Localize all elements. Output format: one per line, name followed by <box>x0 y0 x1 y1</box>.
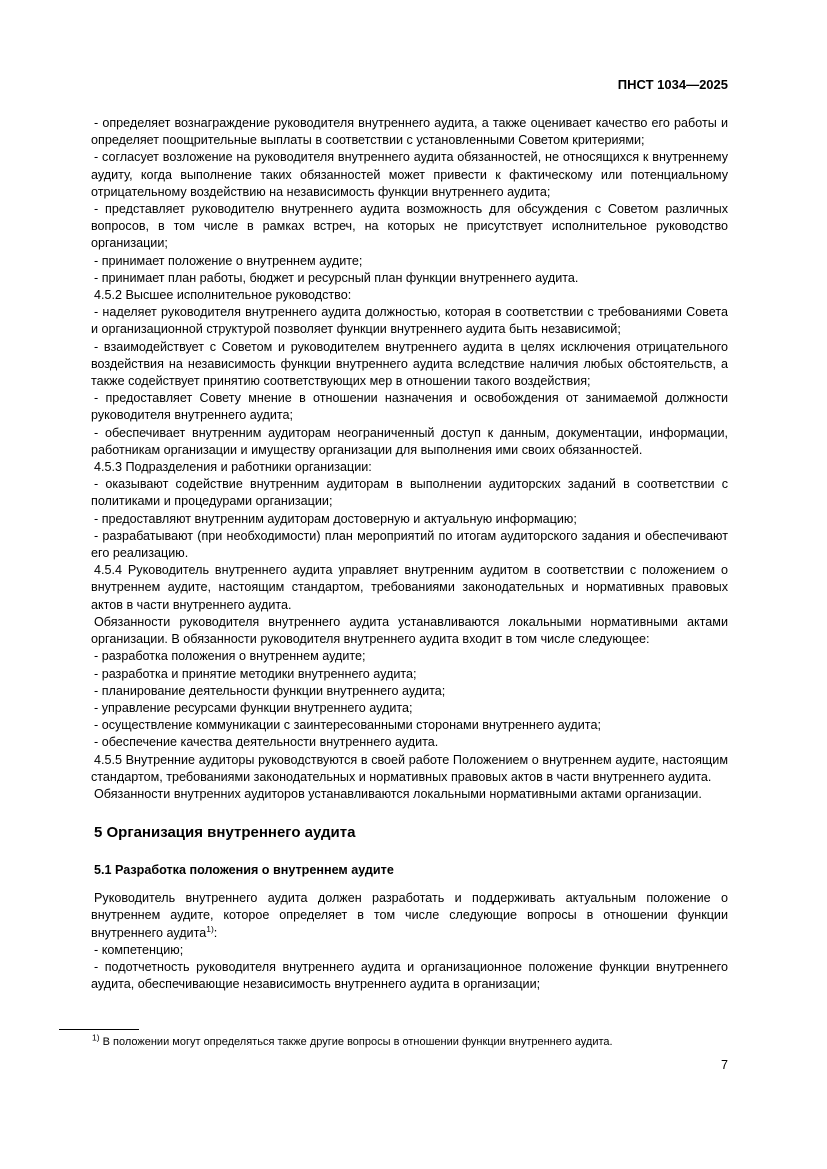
paragraph-item: - принимает положение о внутреннем аудите; <box>94 253 363 268</box>
footnote <box>92 1032 613 1049</box>
list-item: - подотчетность руководителя внутреннего аудита и организационное положение функции внутреннего аудита, обеспечивающие независимость внутреннего аудита в организации; <box>91 959 728 992</box>
paragraph-item: - оказывают содействие внутренним аудиторам в выполнении аудиторских заданий в соответствии с политиками и процедурами организации; <box>91 477 728 509</box>
footnote-reference[interactable]: 1) <box>206 923 214 934</box>
paragraph-item: 4.5.4 Руководитель внутреннего аудита управляет внутренним аудитом в соответствии с положением о внутреннем аудите, настоящим стандартом, требованиями законодательных и нормативных правовых актов в части внутреннего аудита. <box>91 563 728 612</box>
paragraph-item: Обязанности внутренних аудиторов устанавливаются локальными нормативными актами организации. <box>94 786 702 801</box>
paragraph-item: - предоставляет Совету мнение в отношении назначения и освобождения от занимаемой должности руководителя внутреннего аудита; <box>91 391 728 423</box>
footnote-mark: 1) <box>92 1032 100 1043</box>
intro-colon: : <box>213 925 218 940</box>
paragraph-item: - осуществление коммуникации с заинтересованными сторонами внутреннего аудита; <box>94 718 601 733</box>
paragraph-item: 4.5.2 Высшее исполнительное руководство: <box>94 288 352 303</box>
paragraph-item: Обязанности руководителя внутреннего аудита устанавливаются локальными нормативными актами организации. В обязанности руководителя внутреннего аудита входит в том числе следующее: <box>91 614 728 647</box>
paragraph-item: - принимает план работы, бюджет и ресурсный план функции внутреннего аудита. <box>94 270 579 285</box>
paragraph-item: - разработка и принятие методики внутреннего аудита; <box>94 666 417 681</box>
paragraph-item: - разрабатывают (при необходимости) план мероприятий по итогам аудиторского задания и обеспечивают его реализацию. <box>91 528 728 561</box>
paragraph-item: - согласует возложение на руководителя внутреннего аудита обязанностей, не относящихся к внутреннему аудиту, когда выполнение таких обязанностей может привести к фактическому или потенциальному отрицательному воздействию на независимость функции внутреннего аудита; <box>91 150 728 199</box>
paragraph-item: 4.5.3 Подразделения и работники организации: <box>94 460 372 475</box>
paragraph-item: - определяет вознаграждение руководителя внутреннего аудита, а также оценивает качество его работы и определяет поощрительные выплаты в соответствии с установленными Советом критериями; <box>91 116 728 148</box>
section-5-1-heading: 5.1 Разработка положения о внутреннем аудите <box>94 863 394 878</box>
section-5-1-intro <box>91 890 728 942</box>
footnote-text: В положении могут определяться также другие вопросы в отношении функции внутреннего аудита. <box>99 1036 613 1048</box>
paragraph-item: - представляет руководителю внутреннего аудита возможность для обсуждения с Советом различных вопросов, в том числе в рамках встреч, на которых не присутствует исполнительное руководство организации; <box>91 202 728 251</box>
paragraph-item: - обеспечение качества деятельности внутреннего аудита. <box>94 735 439 750</box>
paragraph-item: - наделяет руководителя внутреннего аудита должностью, которая в соответствии с требованиями Совета и организационной структурой позволяет функции внутреннего аудита быть независимой; <box>91 305 728 337</box>
document-code: ПНСТ 1034—2025 <box>617 77 728 92</box>
section-4-5-continuation <box>91 115 728 803</box>
paragraph-item: - планирование деятельности функции внутреннего аудита; <box>94 683 446 698</box>
paragraph-item: - взаимодействует с Советом и руководителем внутреннего аудита в целях исключения отрицательного воздействия на независимость функции внутреннего аудита вследствие наличия любых обстоятельств, а также содействует принятию соответствующих мер в отношении такого воздействия; <box>91 339 728 389</box>
intro-text: Руководитель внутреннего аудита должен разработать и поддерживать актуальным положение о внутреннем аудите, которое определяет в том числе следующие вопросы в отношении функции внутреннего аудита <box>91 891 728 940</box>
list-item: - компетенцию; <box>94 942 184 957</box>
paragraph-item: - управление ресурсами функции внутреннего аудита; <box>94 700 413 715</box>
section-5-heading: 5 Организация внутреннего аудита <box>94 824 356 842</box>
paragraph-item: 4.5.5 Внутренние аудиторы руководствуются в своей работе Положением о внутреннем аудите, настоящим стандартом, требованиями законодательных и нормативных правовых актов в части внутреннего аудита. <box>91 752 728 784</box>
footnote-separator <box>59 1029 139 1030</box>
paragraph-item: - разработка положения о внутреннем аудите; <box>94 649 366 664</box>
page-number: 7 <box>720 1058 728 1072</box>
paragraph-item: - предоставляют внутренним аудиторам достоверную и актуальную информацию; <box>94 511 577 526</box>
page-body <box>91 115 728 993</box>
paragraph-item: - обеспечивает внутренним аудиторам неограниченный доступ к данным, документации, информации, работникам организации и имуществу организации для выполнения ими своих обязанностей. <box>91 425 728 457</box>
